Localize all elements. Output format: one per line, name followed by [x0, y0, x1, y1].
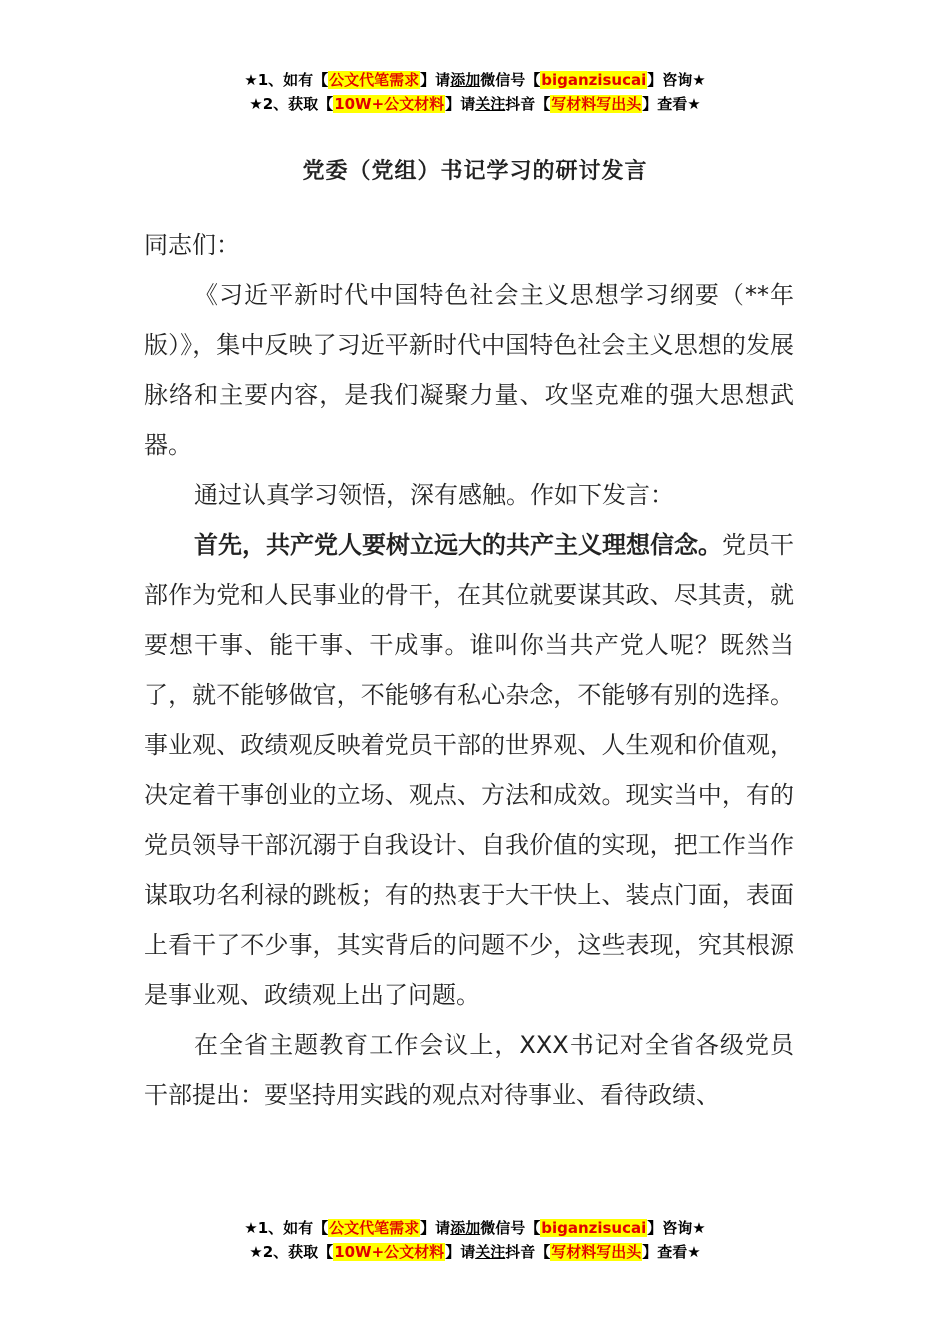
highlight-service: 公文代笔需求 [329, 71, 420, 89]
highlight-materials: 10W+公文材料 [334, 95, 445, 113]
highlight-douyin: 写材料写出头 [551, 95, 642, 113]
document-body [144, 220, 794, 1120]
highlight-materials: 10W+公文材料 [334, 1243, 445, 1261]
promo-banner-top [0, 68, 950, 116]
promo-banner-bottom [0, 1216, 950, 1264]
paragraph-1: 《习近平新时代中国特色社会主义思想学习纲要（**年版）》，集中反映了习近平新时代中国特色社会主义思想的发展脉络和主要内容，是我们凝聚力量、攻坚克难的强大思想武器。 [144, 281, 794, 459]
promo-line-1: ★1、如有【公文代笔需求】请添加微信号【biganzisucai】咨询★ [244, 71, 706, 89]
promo-line-2: ★2、获取【10W+公文材料】请关注抖音【写材料写出头】查看★ [249, 1243, 701, 1261]
salutation: 同志们： [144, 231, 240, 259]
promo-line-1: ★1、如有【公文代笔需求】请添加微信号【biganzisucai】咨询★ [244, 1219, 706, 1237]
highlight-douyin: 写材料写出头 [551, 1243, 642, 1261]
promo-line-2: ★2、获取【10W+公文材料】请关注抖音【写材料写出头】查看★ [249, 95, 701, 113]
document-title: 党委（党组）书记学习的研讨发言 [302, 159, 648, 184]
highlight-wechat-id: biganzisucai [541, 71, 647, 89]
highlight-service: 公文代笔需求 [329, 1219, 420, 1237]
highlight-wechat-id: biganzisucai [541, 1219, 647, 1237]
paragraph-3: 首先，共产党人要树立远大的共产主义理想信念。党员干部作为党和人民事业的骨干，在其位就要谋其政、尽其责，就要想干事、能干事、干成事。谁叫你当共产党人呢？既然当了，就不能够做官，不能够有私心杂念，不能够有别的选择。事业观、政绩观反映着党员干部的世界观、人生观和价值观，决定着干事创业的立场、观点、方法和成效。现实当中，有的党员领导干部沉溺于自我设计、自我价值的实现，把工作当作谋取功名利禄的跳板；有的热衷于大干快上、装点门面，表面上看干了不少事，其实背后的问题不少，这些表现，究其根源是事业观、政绩观上出了问题。 [144, 531, 794, 1009]
paragraph-2: 通过认真学习领悟，深有感触。作如下发言： [194, 481, 674, 509]
paragraph-4: 在全省主题教育工作会议上，XXX书记对全省各级党员干部提出：要坚持用实践的观点对待事业、看待政绩、 [144, 1031, 794, 1109]
paragraph-3-lead: 首先，共产党人要树立远大的共产主义理想信念。 [194, 531, 722, 559]
